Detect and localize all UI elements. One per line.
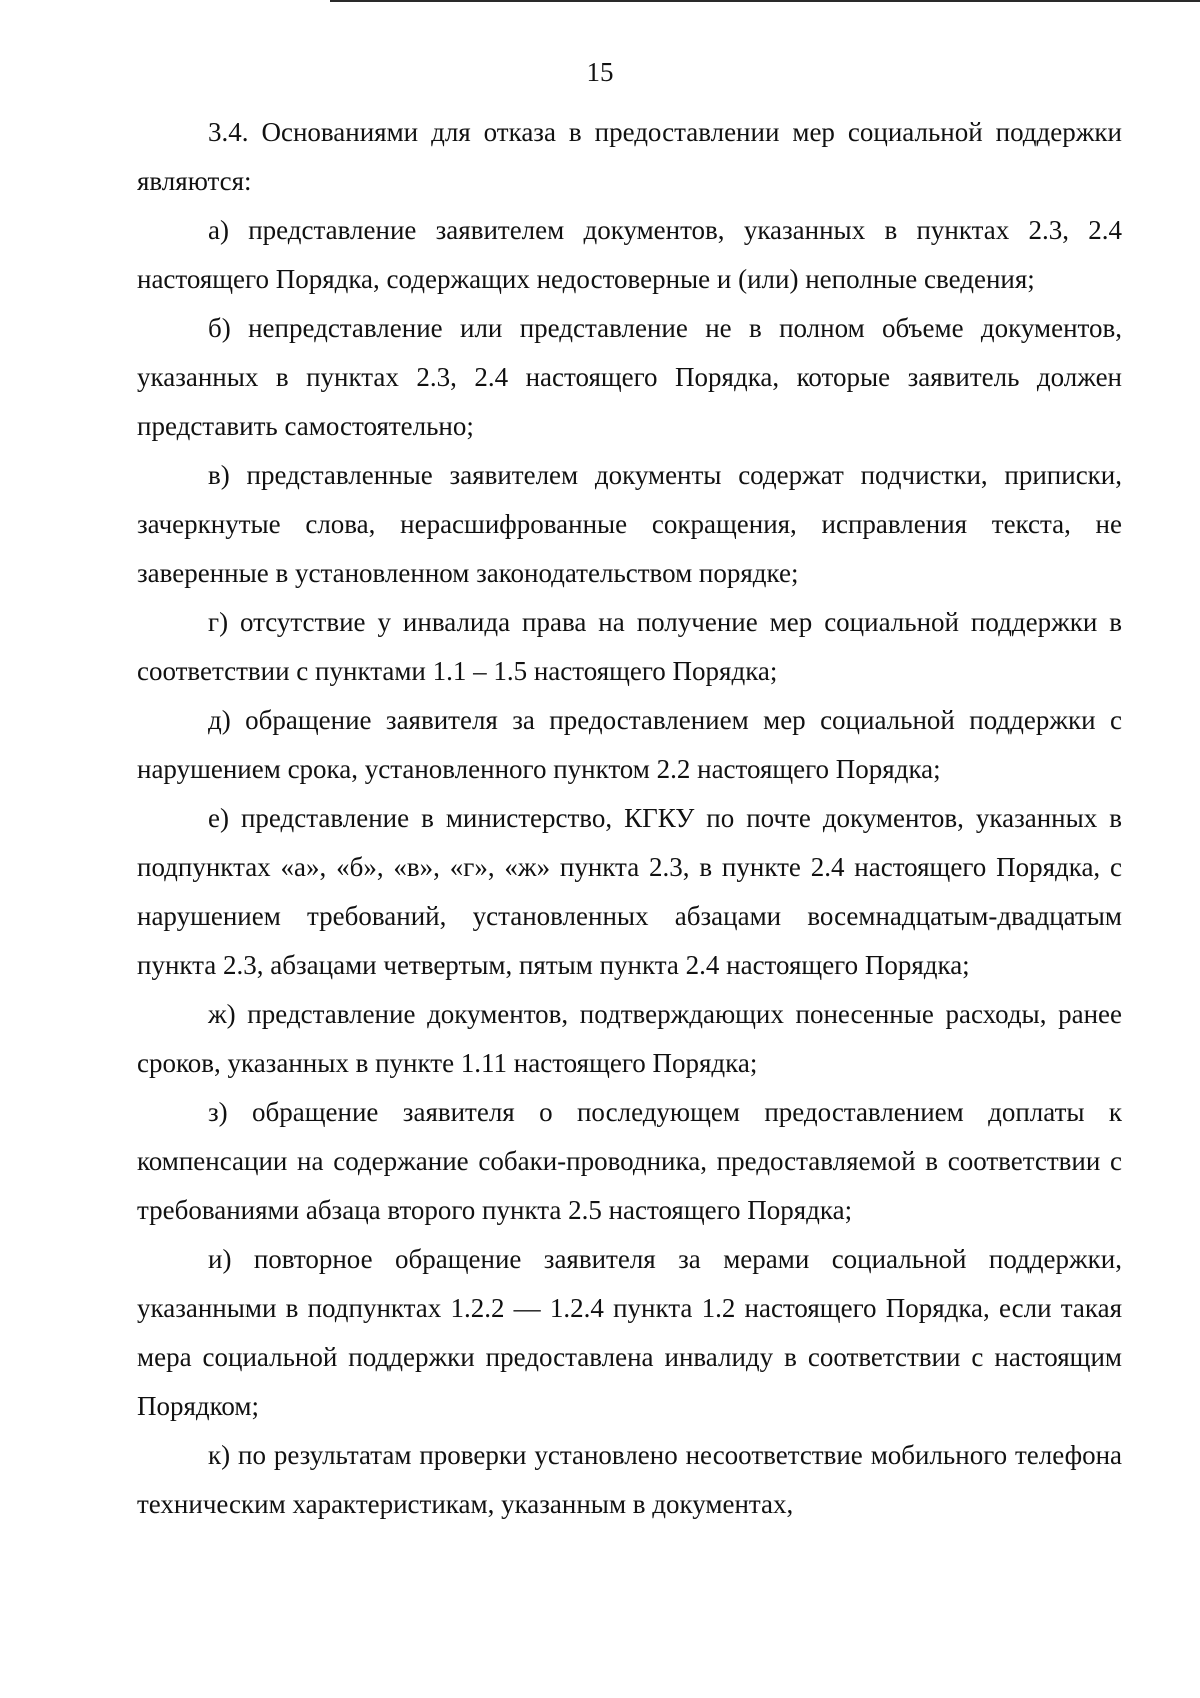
scan-top-rule [330,0,1200,2]
paragraph-item-i: и) повторное обращение заявителя за мерами социальной поддержки, указанными в подпунктах 1.2.2 — 1.2.4 пункта 1.2 настоящего Порядка, если такая мера социальной поддержки предоставлена инвалиду в соответствии с настоящим Порядком; [137,1244,1122,1421]
paragraph-item-e: е) представление в министерство, КГКУ по почте документов, указанных в подпунктах «а», «б», «в», «г», «ж» пункта 2.3, в пункте 2.4 настоящего Порядка, с нарушением требований, установленных абзацами восемнадцатым-двадцатым пункта 2.3, абзацами четвертым, пятым пункта 2.4 настоящего Порядка; [137,803,1122,980]
paragraph-item-k: к) по результатам проверки установлено несоответствие мобильного телефона техническим характеристикам, указанным в документах, [137,1440,1122,1519]
paragraph-item-d: д) обращение заявителя за предоставлением мер социальной поддержки с нарушением срока, установленного пунктом 2.2 настоящего Порядка; [137,705,1122,784]
page-number: 15 [586,57,614,87]
paragraph-item-a: а) представление заявителем документов, указанных в пунктах 2.3, 2.4 настоящего Порядка, содержащих недостоверные и (или) неполные сведения; [137,215,1122,294]
document-body [137,108,1122,1529]
paragraph-item-zh: ж) представление документов, подтверждающих понесенные расходы, ранее сроков, указанных в пункте 1.11 настоящего Порядка; [137,999,1122,1078]
paragraph-item-b: б) непредставление или представление не в полном объеме документов, указанных в пунктах 2.3, 2.4 настоящего Порядка, которые заявитель должен представить самостоятельно; [137,313,1122,441]
paragraph-3-4-intro: 3.4. Основаниями для отказа в предоставлении мер социальной поддержки являются: [137,117,1122,196]
paragraph-item-v: в) представленные заявителем документы содержат подчистки, приписки, зачеркнутые слова, нерасшифрованные сокращения, исправления текста, не заверенные в установленном законодательством порядке; [137,460,1122,588]
paragraph-item-z: з) обращение заявителя о последующем предоставлением доплаты к компенсации на содержание собаки-проводника, предоставляемой в соответствии с требованиями абзаца второго пункта 2.5 настоящего Порядка; [137,1097,1122,1225]
paragraph-item-g: г) отсутствие у инвалида права на получение мер социальной поддержки в соответствии с пунктами 1.1 – 1.5 настоящего Порядка; [137,607,1122,686]
